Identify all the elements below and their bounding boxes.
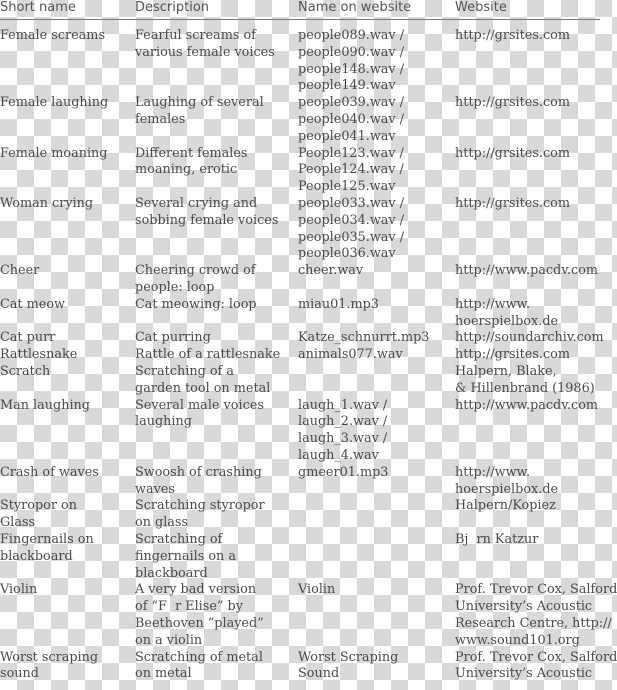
- short-name-cell: [0, 330, 55, 347]
- website-cell: [455, 95, 570, 112]
- description-cell: [135, 582, 264, 649]
- cell-line: Scratch: [0, 364, 51, 379]
- description-cell: [135, 650, 263, 684]
- cell-line: on a violin: [135, 632, 203, 648]
- filename-cell: [298, 650, 398, 684]
- cell-line: Styropor on: [0, 498, 77, 514]
- short-name-cell: [0, 364, 50, 381]
- short-name-cell: [0, 650, 98, 684]
- cell-line: Katze_schnurrt.mp3: [298, 330, 430, 346]
- description-cell: [135, 398, 264, 432]
- cell-line: http://grsites.com: [455, 196, 570, 211]
- website-cell: [455, 398, 598, 415]
- cell-line: laugh_2.wav /: [298, 414, 388, 430]
- cell-line: Cat meowing: loop: [135, 296, 257, 312]
- filename-cell: [298, 263, 363, 280]
- cell-line: Cheer: [0, 263, 40, 279]
- cell-line: Scratching of: [135, 532, 223, 547]
- description-cell: [135, 330, 211, 347]
- cell-line: sound: [0, 666, 39, 682]
- cell-line: Different females: [135, 145, 248, 161]
- website-cell: [455, 196, 570, 213]
- website-cell: [455, 650, 617, 684]
- header-description: Description: [135, 0, 210, 15]
- filename-cell: [298, 330, 429, 347]
- cell-line: University’s Acoustic: [455, 666, 593, 682]
- cell-line: laughing: [135, 414, 192, 430]
- cell-line: people089.wav /: [298, 28, 405, 43]
- cell-line: http://www.pacdv.com: [455, 397, 599, 413]
- cell-line: Female laughing: [0, 95, 109, 111]
- header-short-name: Short name: [0, 0, 76, 15]
- cell-line: various female voices: [135, 44, 275, 60]
- cell-line: http://www.: [455, 464, 531, 480]
- cell-line: Rattlesnake: [0, 347, 78, 363]
- cell-line: animals077.wav: [298, 347, 403, 363]
- description-cell: [135, 364, 270, 398]
- short-name-cell: [0, 95, 108, 112]
- header-website: Website: [455, 0, 507, 15]
- cell-line: Rattle of a rattlesnake: [135, 347, 281, 363]
- description-cell: [135, 146, 247, 180]
- table-header: [0, 0, 600, 20]
- filename-cell: [298, 398, 387, 465]
- cell-line: http://www.pacdv.com: [455, 263, 599, 279]
- cell-line: Beethoven “played”: [135, 615, 264, 631]
- cell-line: people: loop: [135, 279, 215, 295]
- filename-cell: [298, 465, 388, 482]
- description-cell: [135, 263, 256, 297]
- cell-line: garden tool on metal: [135, 380, 271, 396]
- cell-line: http://www.: [455, 296, 531, 312]
- cell-line: hoerspielbox.de: [455, 313, 559, 329]
- filename-cell: [298, 297, 379, 314]
- header-rule: [0, 19, 600, 20]
- cell-line: laugh_1.wav /: [298, 397, 388, 413]
- filename-cell: [298, 347, 403, 364]
- cell-line: Prof. Trevor Cox, Salford: [455, 649, 617, 665]
- website-cell: [455, 146, 570, 163]
- website-cell: [455, 465, 558, 499]
- cell-line: gmeer01.mp3: [298, 464, 389, 480]
- short-name-cell: [0, 498, 77, 532]
- cell-line: blackboard: [0, 548, 73, 564]
- cell-line: Scratching styropor: [135, 498, 265, 514]
- cell-line: People123.wav /: [298, 145, 404, 161]
- cell-line: people035.wav /: [298, 229, 405, 245]
- cell-line: Halpern/Kopiez: [455, 498, 556, 514]
- description-cell: [135, 95, 264, 129]
- cell-line: fingernails on a: [135, 548, 236, 564]
- description-cell: [135, 297, 257, 314]
- cell-line: people034.wav /: [298, 212, 405, 228]
- cell-line: Scratching of metal: [135, 649, 263, 665]
- cell-line: laugh_3.wav /: [298, 431, 388, 447]
- filename-cell: [298, 582, 335, 599]
- cell-line: of “F r Elise” by: [135, 599, 243, 615]
- cell-line: http://grsites.com: [455, 347, 570, 363]
- cell-line: people090.wav /: [298, 44, 405, 60]
- cell-line: laugh_4.wav: [298, 447, 379, 463]
- cell-line: A very bad version: [135, 582, 257, 598]
- filename-cell: [298, 28, 404, 95]
- cell-line: on metal: [135, 666, 192, 682]
- description-cell: [135, 532, 236, 582]
- cell-line: Several crying and: [135, 196, 258, 211]
- short-name-cell: [0, 532, 94, 566]
- website-cell: [455, 364, 595, 398]
- website-cell: [455, 532, 538, 549]
- cell-line: Violin: [0, 582, 38, 598]
- short-name-cell: [0, 263, 39, 280]
- cell-line: Worst scraping: [0, 649, 99, 665]
- cell-line: hoerspielbox.de: [455, 481, 559, 497]
- cell-line: Cheering crowd of: [135, 263, 256, 279]
- website-cell: [455, 582, 617, 649]
- cell-line: Laughing of several: [135, 95, 264, 111]
- short-name-cell: [0, 196, 93, 213]
- description-cell: [135, 465, 262, 499]
- cell-line: Swoosh of crashing: [135, 464, 262, 480]
- short-name-cell: [0, 398, 90, 415]
- cell-line: Fingernails on: [0, 532, 94, 547]
- cell-line: people039.wav /: [298, 95, 405, 111]
- cell-line: people040.wav /: [298, 111, 405, 127]
- cell-line: people041.wav: [298, 128, 396, 144]
- cell-line: people148.wav /: [298, 61, 405, 77]
- filename-cell: [298, 146, 404, 196]
- description-cell: [135, 28, 275, 62]
- website-cell: [455, 347, 570, 364]
- cell-line: Worst Scraping: [298, 649, 399, 665]
- website-cell: [455, 330, 604, 347]
- website-cell: [455, 28, 570, 45]
- cell-line: cheer.wav: [298, 263, 364, 279]
- cell-line: sobbing female voices: [135, 212, 279, 228]
- cell-line: http://grsites.com: [455, 145, 570, 161]
- website-cell: [455, 498, 556, 515]
- cell-line: Prof. Trevor Cox, Salford: [455, 582, 617, 598]
- website-cell: [455, 263, 598, 280]
- filename-cell: [298, 196, 404, 263]
- cell-line: miau01.mp3: [298, 296, 379, 312]
- cell-line: Glass: [0, 515, 36, 531]
- header-name-on-website: Name on website: [298, 0, 412, 15]
- short-name-cell: [0, 582, 37, 599]
- cell-line: people036.wav: [298, 246, 396, 262]
- short-name-cell: [0, 347, 77, 364]
- cell-line: People124.wav /: [298, 162, 404, 178]
- cell-line: Woman crying: [0, 196, 94, 211]
- cell-line: Cat meow: [0, 296, 65, 312]
- cell-line: University’s Acoustic: [455, 599, 593, 615]
- cell-line: www.sound101.org: [455, 632, 580, 648]
- cell-line: People125.wav: [298, 179, 396, 195]
- cell-line: moaning, erotic: [135, 162, 238, 178]
- cell-line: people149.wav: [298, 78, 396, 94]
- description-cell: [135, 196, 278, 230]
- cell-line: Crash of waves: [0, 464, 99, 480]
- cell-line: on glass: [135, 515, 189, 531]
- short-name-cell: [0, 28, 105, 45]
- cell-line: http://grsites.com: [455, 95, 570, 111]
- cell-line: Cat purring: [135, 330, 211, 346]
- cell-line: & Hillenbrand (1986): [455, 380, 595, 396]
- cell-line: waves: [135, 481, 175, 497]
- filename-cell: [298, 95, 404, 145]
- short-name-cell: [0, 146, 108, 163]
- cell-line: Several male voices: [135, 397, 264, 413]
- cell-line: http://soundarchiv.com: [455, 330, 604, 346]
- website-cell: [455, 297, 558, 331]
- cell-line: blackboard: [135, 565, 208, 581]
- short-name-cell: [0, 465, 99, 482]
- cell-line: Research Centre, http://: [455, 615, 612, 631]
- cell-line: Violin: [298, 582, 336, 598]
- cell-line: Bj rn Katzur: [455, 532, 539, 547]
- description-cell: [135, 347, 280, 364]
- cell-line: Scratching of a: [135, 364, 234, 379]
- cell-line: Female screams: [0, 28, 106, 43]
- cell-line: females: [135, 111, 186, 127]
- short-name-cell: [0, 297, 65, 314]
- cell-line: Female moaning: [0, 145, 108, 161]
- cell-line: people033.wav /: [298, 196, 405, 211]
- cell-line: Fearful screams of: [135, 28, 256, 43]
- cell-line: Sound: [298, 666, 340, 682]
- cell-line: Halpern, Blake,: [455, 364, 557, 379]
- description-cell: [135, 498, 265, 532]
- cell-line: Cat purr: [0, 330, 56, 346]
- cell-line: Man laughing: [0, 397, 90, 413]
- cell-line: http://grsites.com: [455, 28, 570, 43]
